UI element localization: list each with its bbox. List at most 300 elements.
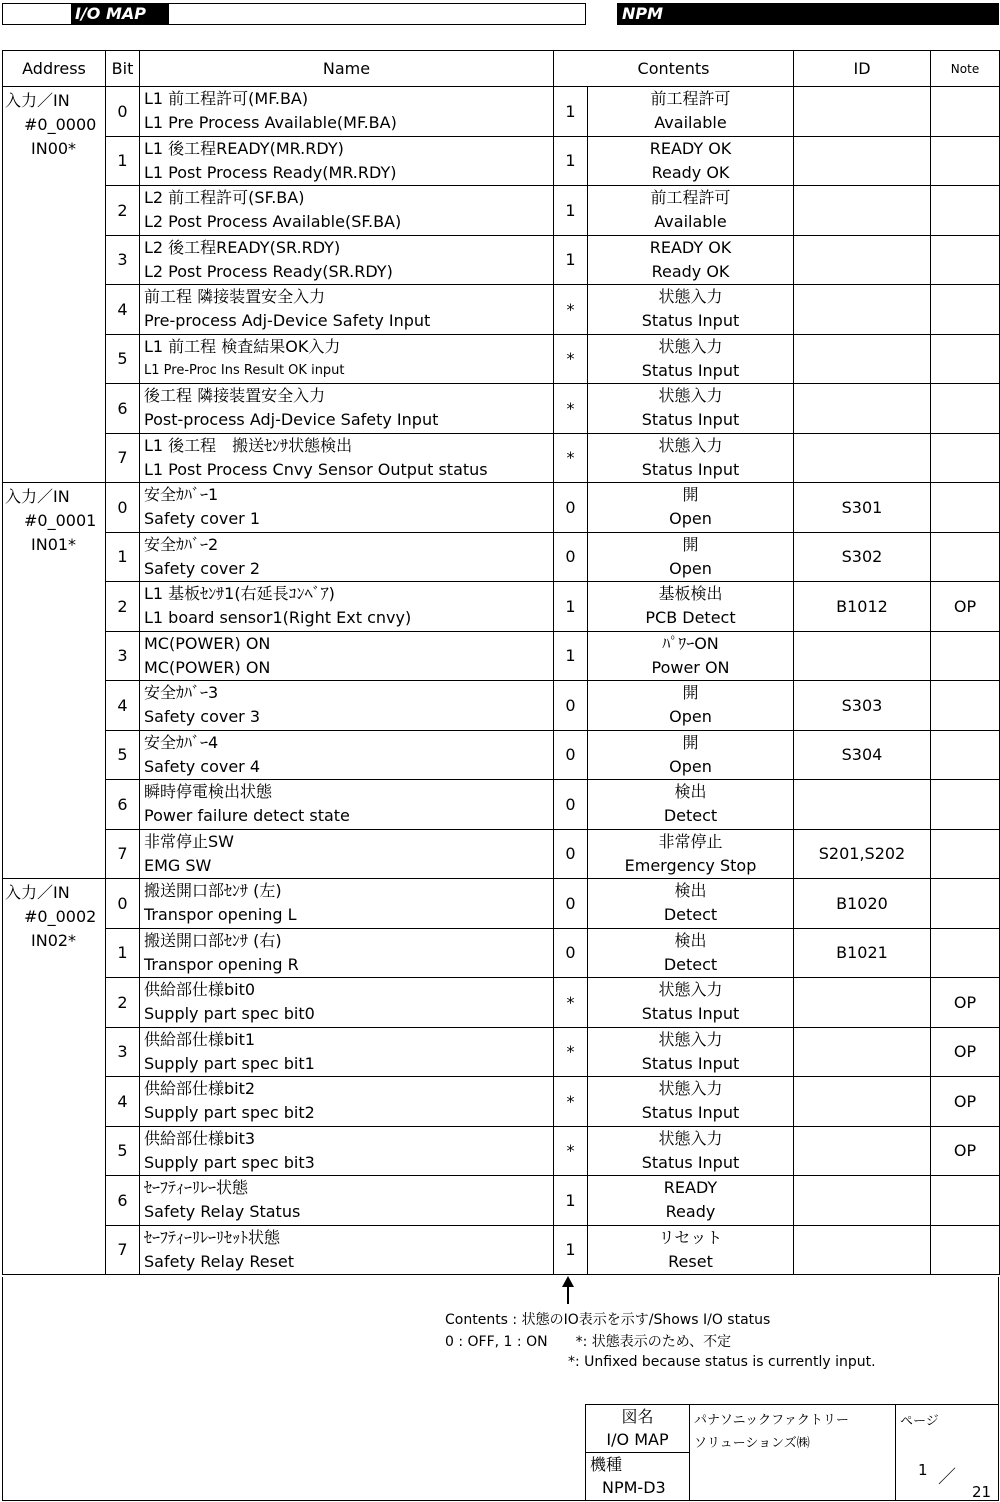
content-en: Status Input [641,1004,740,1024]
name-cell [140,730,554,780]
note-cell [931,235,1000,285]
io-map-table [2,50,1000,1275]
bit-cell: 0 [106,87,140,137]
value-cell: 0 [554,532,588,582]
content-en: Status Input [641,1152,740,1172]
content-jp: 開 [682,534,699,554]
note-cell [931,186,1000,236]
name-jp: 供給部仕様bit3 [144,1128,256,1148]
name-jp: L1 前工程 検査結果OK入力 [144,336,341,356]
contents-cell [588,631,794,681]
address-line: #0_0001 [24,511,97,530]
value-cell: 0 [554,928,588,978]
name-jp: 安全ｶﾊﾞｰ4 [144,732,219,752]
name-jp: 後工程 隣接装置安全入力 [144,386,326,406]
content-en: Open [669,509,712,529]
value-cell: 1 [554,1176,588,1226]
bit-cell: 0 [106,879,140,929]
table-row [3,879,1000,929]
value-cell: * [554,433,588,483]
table-row [3,1126,1000,1176]
name-jp: L1 前工程許可(MF.BA) [144,89,309,109]
name-cell [140,1027,554,1077]
name-en: Supply part spec bit0 [144,1004,315,1024]
name-jp: 安全ｶﾊﾞｰ2 [144,534,219,554]
id-cell [794,433,931,483]
contents-cell [588,730,794,780]
company-line-2: ソリューションズ㈱ [694,1436,810,1451]
name-jp: L2 後工程READY(SR.RDY) [144,237,341,257]
contents-cell [588,186,794,236]
content-jp: リセット [658,1227,723,1247]
content-en: Status Input [641,1053,740,1073]
name-en: Supply part spec bit3 [144,1152,315,1172]
content-en: Ready OK [651,162,730,182]
content-jp: 状態入力 [658,980,723,1000]
col-id: ID [794,51,931,87]
name-cell [140,235,554,285]
col-note: Note [931,51,1000,87]
name-en: Power failure detect state [144,806,350,826]
note-cell: OP [931,978,1000,1028]
id-cell [794,1225,931,1275]
contents-cell [588,285,794,335]
contents-cell [588,433,794,483]
company-cell [689,1404,896,1501]
name-cell [140,829,554,879]
contents-cell [588,780,794,830]
table-row [3,1176,1000,1226]
header-left-box [2,3,586,25]
table-row [3,136,1000,186]
table-row [3,384,1000,434]
value-cell: 1 [554,87,588,137]
content-en: Ready OK [651,261,730,281]
address-line: IN01* [31,535,77,554]
name-cell [140,928,554,978]
contents-cell [588,1126,794,1176]
id-cell [794,1027,931,1077]
contents-cell [588,235,794,285]
name-cell [140,1077,554,1127]
bit-cell: 6 [106,384,140,434]
name-jp: 前工程 隣接装置安全入力 [144,287,326,307]
content-jp: 状態入力 [658,435,723,455]
name-en: Safety cover 3 [144,707,261,727]
name-en: Safety cover 2 [144,558,261,578]
content-en: Open [669,558,712,578]
id-cell [794,1077,931,1127]
content-jp: 開 [682,485,699,505]
drawing-label: 図名 [621,1407,654,1426]
header-right-box [617,3,999,25]
value-cell: 0 [554,730,588,780]
content-jp: 開 [682,683,699,703]
address-line: IN02* [31,931,77,950]
name-jp: 搬送開口部ｾﾝｻ (右) [144,930,282,950]
address-line: 入力／IN [5,91,70,110]
name-jp: L2 前工程許可(SF.BA) [144,188,305,208]
id-cell [794,780,931,830]
id-cell: S302 [794,532,931,582]
contents-cell [588,582,794,632]
value-cell: 0 [554,879,588,929]
name-en: Safety Relay Reset [144,1251,295,1271]
content-jp: READY [663,1178,718,1198]
table-row [3,829,1000,879]
name-jp: 非常停止SW [144,831,234,851]
model-label: 機種 [590,1455,623,1474]
content-jp: 非常停止 [658,831,723,851]
bit-cell: 5 [106,730,140,780]
name-jp: 搬送開口部ｾﾝｻ (左) [144,881,282,901]
note-cell: OP [931,1027,1000,1077]
name-en: L1 board sensor1(Right Ext cnvy) [144,608,412,628]
content-en: Detect [663,954,718,974]
address-cell [3,483,106,879]
name-cell [140,1176,554,1226]
header-left-title: I/O MAP [71,4,169,24]
legend-line-3: *: Unfixed because status is currently input. [568,1354,876,1370]
name-cell [140,532,554,582]
value-cell: * [554,1077,588,1127]
name-cell [140,87,554,137]
note-cell: OP [931,1077,1000,1127]
name-en: L1 Pre-Proc Ins Result OK input [144,362,345,378]
id-cell: B1012 [794,582,931,632]
id-cell [794,631,931,681]
contents-cell [588,87,794,137]
content-en: Detect [663,905,718,925]
name-jp: ｾｰﾌﾃｨｰﾘﾚｰﾘｾｯﾄ状態 [144,1227,281,1247]
table-row [3,1077,1000,1127]
value-cell: 0 [554,681,588,731]
bit-cell: 7 [106,433,140,483]
contents-cell [588,978,794,1028]
table-row [3,532,1000,582]
content-en: Status Input [641,459,740,479]
value-cell: 1 [554,235,588,285]
contents-cell [588,483,794,533]
note-cell [931,631,1000,681]
id-cell: S301 [794,483,931,533]
name-jp: L1 基板ｾﾝｻ1(右延長ｺﾝﾍﾞｱ) [144,584,335,604]
value-cell: 1 [554,186,588,236]
io-table-body [3,87,1000,1275]
value-cell: * [554,978,588,1028]
col-address: Address [3,51,106,87]
content-jp: 状態入力 [658,287,723,307]
col-name: Name [140,51,554,87]
page-label: ページ [900,1414,939,1429]
content-en: Open [669,756,712,776]
legend-line-2: 0 : OFF, 1 : ON *: 状態表示のため、不定 [445,1334,732,1350]
value-cell: 0 [554,483,588,533]
name-en: L1 Post Process Ready(MR.RDY) [144,162,397,182]
name-cell [140,136,554,186]
name-en: L1 Pre Process Available(MF.BA) [144,113,397,133]
note-cell [931,384,1000,434]
name-jp: 供給部仕様bit2 [144,1079,256,1099]
bit-cell: 4 [106,285,140,335]
name-cell [140,978,554,1028]
content-jp: 状態入力 [658,1079,723,1099]
content-jp: 状態入力 [658,336,723,356]
name-jp: ｾｰﾌﾃｨｰﾘﾚｰ状態 [144,1178,249,1198]
name-cell [140,1225,554,1275]
name-en: L1 Post Process Cnvy Sensor Output status [144,459,488,479]
bit-cell: 2 [106,978,140,1028]
content-en: Status Input [641,311,740,331]
content-jp: 前工程許可 [650,89,731,109]
bit-cell: 1 [106,532,140,582]
content-jp: 開 [682,732,699,752]
content-jp: 前工程許可 [650,188,731,208]
table-header-row [3,51,1000,87]
col-contents: Contents [554,51,794,87]
note-cell [931,433,1000,483]
name-jp: 瞬時停電検出状態 [144,782,273,802]
contents-cell [588,384,794,434]
value-cell: * [554,1027,588,1077]
col-bit: Bit [106,51,140,87]
value-cell: 0 [554,829,588,879]
name-jp: 供給部仕様bit0 [144,980,256,1000]
content-jp: ﾊﾟﾜｰON [662,633,719,653]
content-en: Power ON [651,657,730,677]
table-row [3,582,1000,632]
table-row [3,235,1000,285]
name-en: Supply part spec bit2 [144,1103,315,1123]
contents-cell [588,829,794,879]
id-cell: B1020 [794,879,931,929]
name-en: L2 Post Process Ready(SR.RDY) [144,261,393,281]
bit-cell: 5 [106,1126,140,1176]
name-en: L2 Post Process Available(SF.BA) [144,212,402,232]
value-cell: 1 [554,1225,588,1275]
id-cell [794,87,931,137]
contents-cell [588,532,794,582]
contents-cell [588,334,794,384]
content-en: Reset [668,1251,713,1271]
content-jp: 検出 [674,782,707,802]
address-line: 入力／IN [5,883,70,902]
bit-cell: 4 [106,681,140,731]
note-cell: OP [931,582,1000,632]
note-cell [931,780,1000,830]
content-jp: 検出 [674,930,707,950]
name-jp: 安全ｶﾊﾞｰ1 [144,485,219,505]
id-cell [794,186,931,236]
id-cell [794,334,931,384]
name-en: Safety cover 4 [144,756,261,776]
id-cell [794,235,931,285]
contents-cell [588,1176,794,1226]
bit-cell: 3 [106,631,140,681]
note-cell: OP [931,1126,1000,1176]
name-jp: 安全ｶﾊﾞｰ3 [144,683,219,703]
value-cell: * [554,285,588,335]
table-row [3,483,1000,533]
page-cell [895,1404,999,1501]
content-en: Status Input [641,1103,740,1123]
bit-cell: 2 [106,582,140,632]
value-cell: 1 [554,136,588,186]
name-cell [140,780,554,830]
id-cell [794,978,931,1028]
header-right-title: NPM [618,4,998,24]
content-en: Status Input [641,360,740,380]
id-cell [794,285,931,335]
value-cell: 0 [554,780,588,830]
page-separator: ／ [938,1467,956,1488]
name-en: Transpor opening L [144,905,297,925]
contents-cell [588,681,794,731]
note-cell [931,285,1000,335]
address-line: 入力／IN [5,487,70,506]
bit-cell: 5 [106,334,140,384]
name-cell [140,433,554,483]
value-cell: 1 [554,582,588,632]
company-line-1: パナソニックファクトリー [694,1413,849,1428]
content-jp: 状態入力 [658,1029,723,1049]
title-block [585,1404,999,1501]
name-en: Safety cover 1 [144,509,261,529]
name-en: Transpor opening R [144,954,299,974]
contents-cell [588,928,794,978]
table-row [3,780,1000,830]
drawing-name-cell [585,1404,690,1453]
content-jp: 検出 [674,881,707,901]
note-cell [931,532,1000,582]
name-jp: MC(POWER) ON [144,633,271,653]
note-cell [931,879,1000,929]
name-jp: 供給部仕様bit1 [144,1029,256,1049]
content-en: Available [654,113,727,133]
note-cell [931,1176,1000,1226]
table-row [3,285,1000,335]
page-current: 1 [918,1461,928,1479]
note-cell [931,730,1000,780]
address-line: IN00* [31,139,77,158]
contents-cell [588,1225,794,1275]
note-cell [931,334,1000,384]
name-cell [140,631,554,681]
name-cell [140,186,554,236]
id-cell [794,136,931,186]
content-en: PCB Detect [645,608,736,628]
table-row [3,730,1000,780]
content-en: Detect [663,806,718,826]
id-cell [794,1176,931,1226]
table-row [3,928,1000,978]
content-jp: 状態入力 [658,386,723,406]
address-cell [3,87,106,483]
page-total: 21 [972,1483,992,1501]
model-name: NPM-D3 [602,1478,666,1497]
content-en: Emergency Stop [624,855,757,875]
contents-cell [588,1077,794,1127]
legend-line-1: Contents : 状態のIO表示を示す/Shows I/O status [445,1312,771,1328]
note-cell [931,87,1000,137]
drawing-name: I/O MAP [606,1430,669,1449]
contents-cell [588,1027,794,1077]
bit-cell: 1 [106,136,140,186]
table-row [3,334,1000,384]
bit-cell: 3 [106,1027,140,1077]
content-en: Ready [665,1202,716,1222]
content-jp: READY OK [649,237,732,257]
name-cell [140,384,554,434]
note-cell [931,928,1000,978]
name-en: MC(POWER) ON [144,657,271,677]
note-cell [931,829,1000,879]
table-row [3,433,1000,483]
table-row [3,681,1000,731]
address-line: #0_0002 [24,907,97,926]
name-cell [140,681,554,731]
content-jp: READY OK [649,138,732,158]
bit-cell: 4 [106,1077,140,1127]
table-row [3,1225,1000,1275]
content-en: Status Input [641,410,740,430]
address-line: #0_0000 [24,115,97,134]
name-cell [140,879,554,929]
bit-cell: 1 [106,928,140,978]
table-row [3,631,1000,681]
content-jp: 基板検出 [658,584,723,604]
bit-cell: 7 [106,1225,140,1275]
name-cell [140,334,554,384]
name-cell [140,1126,554,1176]
value-cell: * [554,384,588,434]
bit-cell: 7 [106,829,140,879]
value-cell: * [554,334,588,384]
id-cell: B1021 [794,928,931,978]
id-cell [794,384,931,434]
bit-cell: 6 [106,1176,140,1226]
name-en: Pre-process Adj-Device Safety Input [144,311,431,331]
table-row [3,978,1000,1028]
arrow-up-icon [561,1276,575,1304]
id-cell: S303 [794,681,931,731]
content-jp: 状態入力 [658,1128,723,1148]
note-cell [931,1225,1000,1275]
bit-cell: 3 [106,235,140,285]
table-row [3,87,1000,137]
name-jp: L1 後工程READY(MR.RDY) [144,138,344,158]
name-en: Supply part spec bit1 [144,1053,315,1073]
content-en: Open [669,707,712,727]
name-jp: L1 後工程 搬送ｾﾝｻ状態検出 [144,435,353,455]
bit-cell: 0 [106,483,140,533]
bit-cell: 2 [106,186,140,236]
content-en: Available [654,212,727,232]
note-cell [931,136,1000,186]
contents-cell [588,879,794,929]
name-en: EMG SW [144,855,212,875]
bit-cell: 6 [106,780,140,830]
id-cell: S201,S202 [794,829,931,879]
name-cell [140,483,554,533]
id-cell: S304 [794,730,931,780]
table-row [3,186,1000,236]
name-cell [140,285,554,335]
note-cell [931,681,1000,731]
contents-cell [588,136,794,186]
id-cell [794,1126,931,1176]
table-row [3,1027,1000,1077]
